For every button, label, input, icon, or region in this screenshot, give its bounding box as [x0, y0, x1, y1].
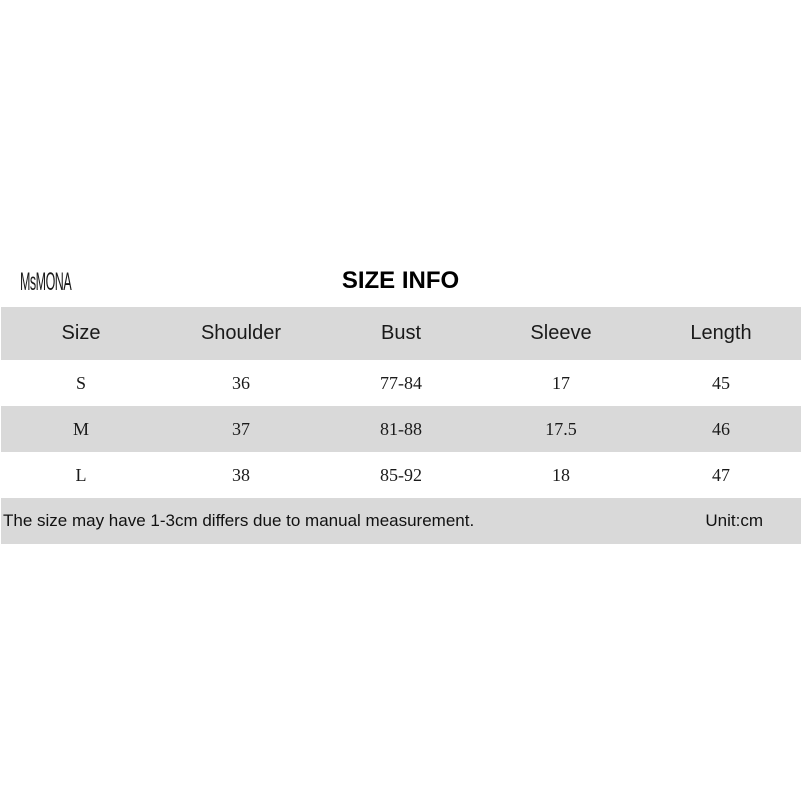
table-row	[1, 360, 801, 406]
header-sleeve: Sleeve	[530, 322, 592, 344]
cell-bust: 77-84	[380, 372, 422, 393]
cell-shoulder: 36	[232, 372, 250, 393]
cell-size: S	[75, 372, 86, 393]
table-row	[1, 406, 801, 452]
header-shoulder: Shoulder	[200, 322, 282, 344]
cell-size: M	[72, 418, 89, 439]
note-row	[1, 498, 801, 544]
table-header-row	[1, 307, 801, 360]
page-title: SIZE INFO	[341, 267, 460, 294]
header-bust: Bust	[380, 322, 422, 344]
brand-logo: MsMONA	[20, 268, 72, 296]
cell-length: 45	[712, 372, 730, 393]
cell-sleeve: 18	[552, 464, 570, 485]
cell-bust: 81-88	[380, 418, 422, 439]
size-table	[1, 307, 801, 544]
table-row	[1, 452, 801, 498]
cell-length: 46	[712, 418, 730, 439]
cell-shoulder: 37	[232, 418, 250, 439]
cell-size: L	[75, 464, 87, 485]
cell-bust: 85-92	[380, 464, 422, 485]
cell-length: 47	[712, 464, 730, 485]
cell-sleeve: 17	[552, 372, 570, 393]
cell-sleeve: 17.5	[545, 418, 577, 439]
unit-label: Unit:cm	[705, 511, 763, 530]
header-size: Size	[61, 322, 101, 344]
cell-shoulder: 38	[232, 464, 250, 485]
header-length: Length	[690, 322, 752, 344]
measurement-note: The size may have 1-3cm differs due to manual measurement.	[3, 511, 475, 530]
